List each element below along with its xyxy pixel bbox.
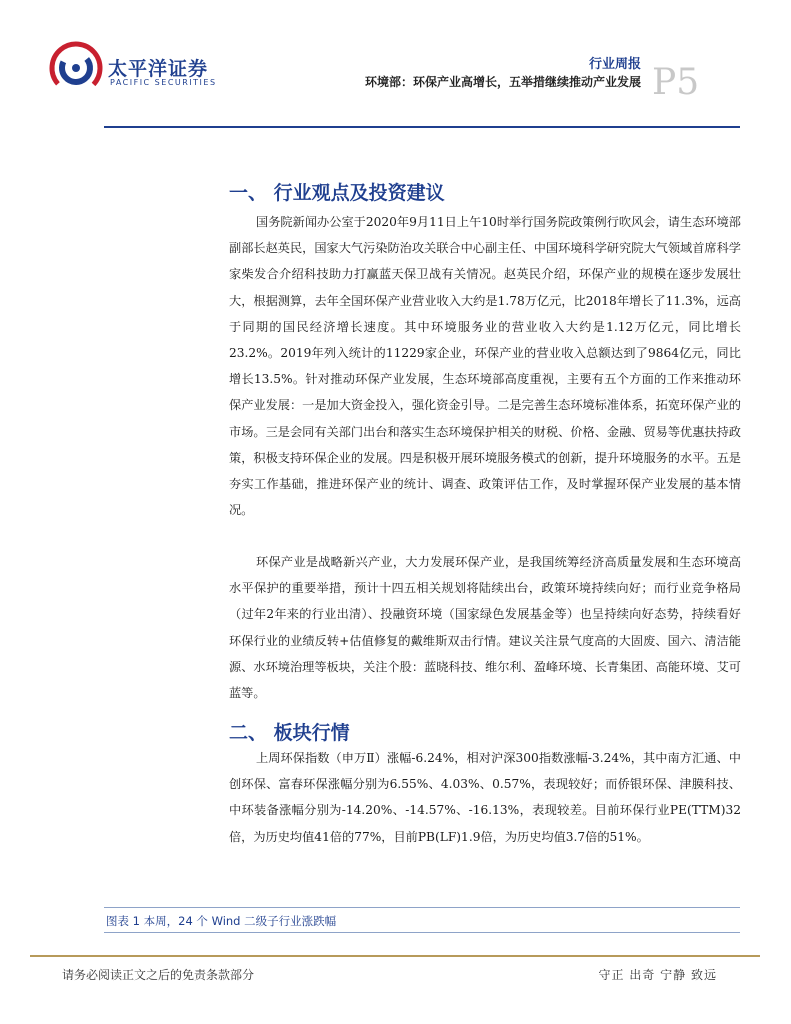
pacific-securities-logo-icon [48,40,104,96]
footer-disclaimer: 请务必阅读正文之后的免责条款部分 [62,968,255,982]
logo-english-name: PACIFIC SECURITIES [110,78,217,87]
page-number: P5 [652,62,700,103]
body-paragraph: 环保产业是战略新兴产业，大力发展环保产业，是我国统筹经济高质量发展和生态环境高水平保护的重要举措，预计十四五相关规划将陆续出台，政策环境持续向好；而行业竞争格局（过年2年来的行业出清）、投融资环境（国家绿色发展基金等）也呈持续向好态势，持续看好环保行业的业绩反转+估值修复的戴维斯双击行情。建议关注景气度高的大固废、国六、清洁能源、水环境治理等板块，关注个股：蓝晓科技、维尔利、盈峰环境、长青集团、高能环境、艾可蓝等。 [229,555,741,701]
body-paragraph: 上周环保指数（申万Ⅱ）涨幅-6.24%，相对沪深300指数涨幅-3.24%，其中南方汇通、中创环保、富春环保涨幅分别为6.55%、4.03%、0.57%，表现较好；而侨银环保、津膜科技、中环装备涨幅分别为-14.20%、-14.57%、-16.13%，表现较差。目前环保行业PE(TTM)32倍，为历史均值41倍的77%，目前PB(LF)1.9倍，为历史均值3.7倍的51%。 [229,751,741,844]
footer-motto: 守正 出奇 宁静 致远 [598,968,717,982]
footer-divider [30,955,760,957]
header-divider [104,126,740,128]
logo-chinese-name: 太平洋证券 [108,58,209,80]
report-type: 行业周报 [588,57,641,72]
company-logo [48,40,228,100]
figure-caption: 图表 1 本周，24 个 Wind 二级子行业涨跌幅 [106,914,337,928]
section-heading-2: 二、 板块行情 [229,722,350,744]
figure-bottom-rule [104,932,740,933]
figure-top-rule [104,907,740,908]
report-title: 环境部：环保产业高增长，五举措继续推动产业发展 [364,75,641,89]
section-heading-1: 一、 行业观点及投资建议 [229,182,445,204]
body-paragraph: 国务院新闻办公室于2020年9月11日上午10时举行国务院政策例行吹风会，请生态环境部副部长赵英民，国家大气污染防治攻关联合中心副主任、中国环境科学研究院大气领域首席科学家柴发合介绍科技助力打赢蓝天保卫战有关情况。赵英民介绍，环保产业的规模在逐步发展壮大，根据测算，去年全国环保产业营业收入大约是1.78万亿元，比2018年增长了11.3%，远高于同期的国民经济增长速度。其中环境服务业的营业收入大约是1.12万亿元，同比增长23.2%。2019年列入统计的11229家企业，环保产业的营业收入总额达到了9864亿元，同比增长13.5%。针对推动环保产业发展，生态环境部高度重视，主要有五个方面的工作来推动环保产业发展：一是加大资金投入，强化资金引导。二是完善生态环境标准体系，拓宽环保产业的市场。三是会同有关部门出台和落实生态环境保护相关的财税、价格、金融、贸易等优惠扶持政策，积极支持环保企业的发展。四是积极开展环境服务模式的创新，提升环境服务的水平。五是夯实工作基础，推进环保产业的统计、调查、政策评估工作，及时掌握环保产业发展的基本情况。 [229,215,741,518]
